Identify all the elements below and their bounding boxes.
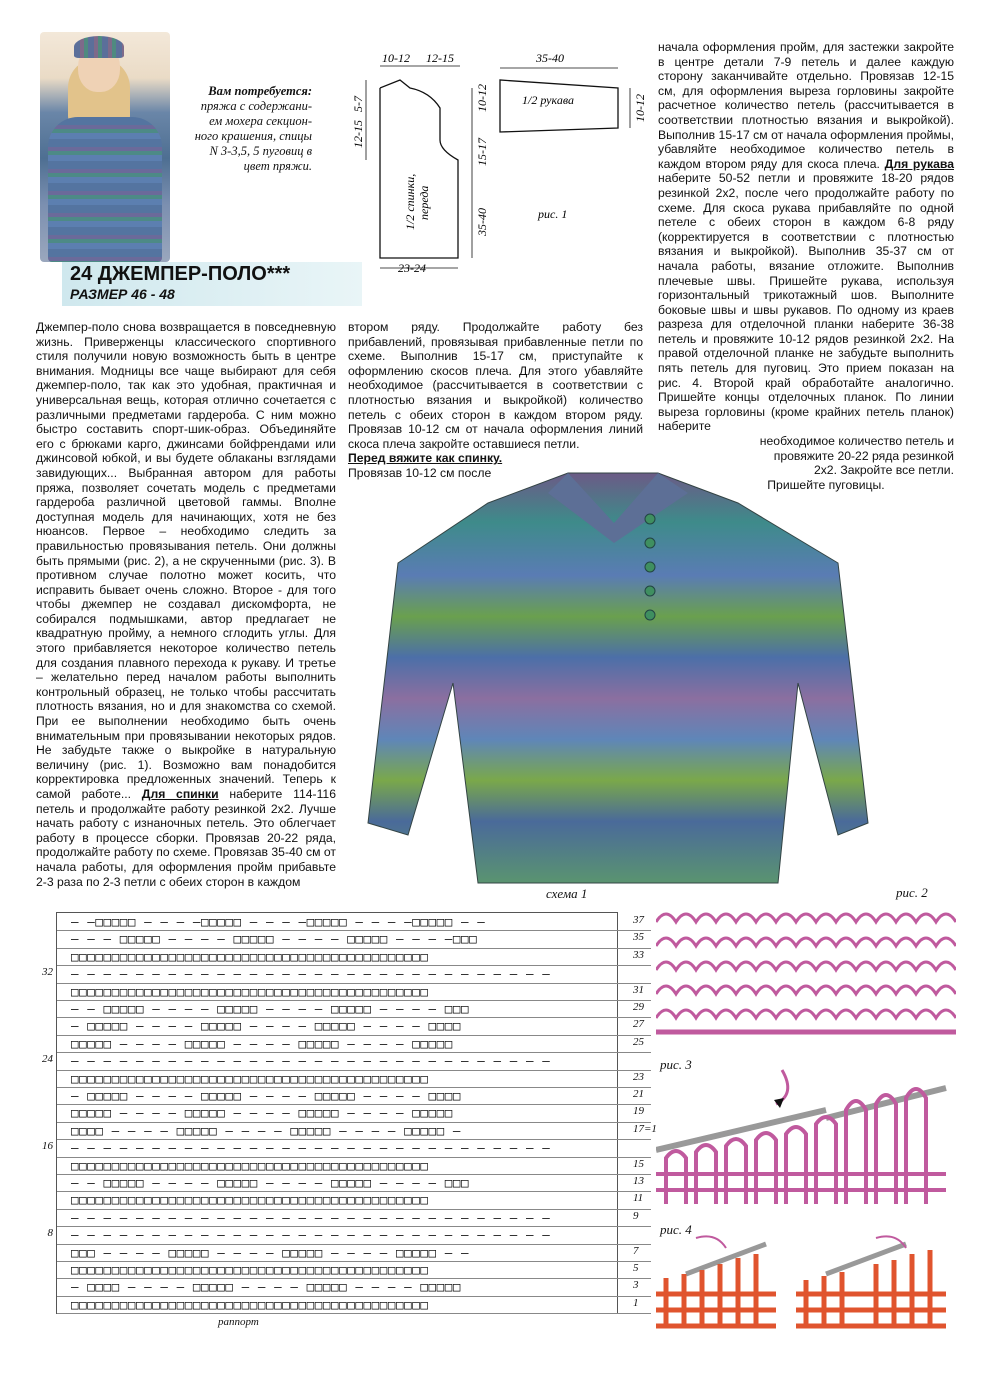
chart-row-pattern: □□□□□ – – – – □□□□□ – – – – □□□□□ – – – – □□□□□ [71,1035,453,1051]
materials-line: пряжа с содержани- [200,99,312,113]
figure-1-caption: рис. 1 [538,207,568,221]
chart-row [57,1000,651,1018]
chart-row [42,965,651,983]
chart-row [42,1052,651,1070]
chart-row-pattern: – – – – – – – – – – – – – – – – – – – – – – – – – – – – – – [71,1140,551,1156]
chart-row [57,1035,651,1053]
chart-row-pattern: – – – □□□□□ – – – – □□□□□ – – – – □□□□□ – – – –□□□ [71,931,478,947]
chart-row-pattern: □□□□□□□□□□□□□□□□□□□□□□□□□□□□□□□□□□□□□□□□□□□□ [71,1157,429,1173]
figure-4-caption: рис. 4 [660,1222,692,1237]
chart-row-right-number: 19 [633,1105,644,1118]
chart-row-right-number: 29 [633,1001,644,1013]
chart-row-right-number: 15 [633,1157,644,1170]
chart-row-right-number: 37 [633,914,644,926]
title-banner [62,262,362,306]
article-col2-text: втором ряду. Продолжайте работу без прибавлений, провязывая прибавленные петли по схеме. Выполнив 15-17 см, приступайте к оформлению скосов плеча. Для этого убавляйте необходимое (рассчитывается в соответствии с плотностью вязания и выкройкой) количество петель с обеих сторон в каждом втором ряду. Провязав 10-12 см от начала оформления линий скоса плеча закройте оставшиеся петли. [348,320,643,451]
chart-row [57,1122,657,1140]
article-col3-b: наберите 50-52 петли и провяжите 18-20 рядов резинкой 2х2, после чего продолжайте работу по схеме. Для скоса рукава прибавляйте по одной петеле с обеих сторон в каждом 6-8 ряду (корректируется в соответствии с плотностью вязания и выкройкой). Выполнив 35-37 см от начала работы, вязание отложите. Выполнив плечевые швы. Пришейте рукава, используя горизонтальный трикотажный шов. Выполните боковые швы и швы рукавов. По одному из краев разреза для отделочной планки наберите 36-38 петель и провяжите 10-12 рядов резинкой 2х2. На правой отделочной планке не забудьте выполнить пять петель для пуговиц. Это прием показан на рис. 4. Второй край обработайте аналогично. Пришейте концы отделочных планок. По линии выреза горловины (кроме крайних петель планок) наберите [658,171,954,434]
knitting-chart [40,912,657,1337]
chart-row-pattern: – – □□□□□ – – – – □□□□□ – – – – □□□□□ – – – – □□□ [71,1175,470,1190]
article-col1-text: Джемпер-поло снова возвращается в повседневную жизнь. Приверженцы классического спортивного стиля получили новую возможность быть в центре внимания. Модницы все чаще выбирают для себя джемпер-поло, так как это удобная, практичная и универсальная вещь, которая отлично сочетается с различными предметами гардероба. С ним можно быстро составить спорт-шик-образ. Объединяйте его с брюками карго, джинсами бойфрендами или джинсовой юбкой, и вы будете облаканы взглядами завидующих... Выбранная автором для работы пряжа, позволяет сочетать модель с предметами гардероба различной цветовой гаммы. Вполне доступная модель для начинающих, хотя не без нюансов. Первое – необходимо следить за правильностью провязывания петель. Они должны быть прямыми (рис. 2), а не скрученными (рис. 3). В противном случае полотно может косить, что исправить бывает очень сложно. Второе - для того чтобы джемпер не создавал дискомфорта, не собирался подмышками, автор предлагает не квадратную пройму, а немного сглодить углы. Для этого прибавляется некоторое количество петель для создания плавного перехода к рукаву. И третье – желательно перед началом работы выполнить контрольный образец, не только чтобы рассчитать плотность вязания, но и для знакомства со схемой. При ее выполнении необходимо быть очень внимательным при провязывании некоторых рядов. Не забудьте также о выкройке в натуральную величину (рис. 1). Возможно вам понадобится корректировка предложенных значений. Теперь к самой работе... [36,320,336,801]
chart-row-pattern: – – □□□□□ – – – – □□□□□ – – – – □□□□□ – – – – □□□ [71,1001,470,1016]
chart-row [57,1278,651,1296]
chart-row [57,1296,651,1314]
article-column-3 [658,40,954,492]
figure-2-illustration [656,904,956,1042]
chart-row-right-number: 27 [633,1018,644,1031]
chart-row-right-number: 13 [633,1175,644,1187]
materials-line: цвет пряжи. [243,159,312,173]
chart-row-left-number: 32 [42,966,53,979]
chart-row-right-number: 5 [633,1262,639,1274]
article-col1-tail: наберите 114-116 петель и продолжайте работу резинкой 2х2. Лучше начать работу с изнаночных петель. Это облегчает работу в процессе сборки. Провязав 20-22 ряда, продолжайте работу по схеме. Провязав 35-40 см от начала работы, для оформления пройм прибавьте 2-3 раза по 2-3 петли с обеих сторон в каждом [36,787,336,889]
sleeve-dim-top: 35-40 [536,51,564,65]
chart-row-pattern: □□□□□□□□□□□□□□□□□□□□□□□□□□□□□□□□□□□□□□□□□□□□ [71,948,429,964]
dim-left-top: 5-7 [351,96,365,112]
sweater-photo [358,463,880,893]
materials-block [172,84,312,174]
chart-row-pattern: □□□□ – – – – □□□□□ – – – – □□□□□ – – – – □□□□□ – [71,1122,462,1138]
piece-label-2: переда [417,185,431,220]
chart-row-pattern: – – – – – – – – – – – – – – – – – – – – – – – – – – – – – – [71,1209,551,1225]
chart-row-pattern: □□□□□ – – – – □□□□□ – – – – □□□□□ – – – – □□□□□ [71,1105,453,1121]
sleeve-section-label: Для рукава [884,156,954,171]
chart-row-pattern: □□□□□□□□□□□□□□□□□□□□□□□□□□□□□□□□□□□□□□□□□□□□ [71,1070,429,1086]
chart-rows [42,912,657,1314]
chart-row-right-number: 33 [633,948,644,961]
figure-2-caption: рис. 2 [896,885,928,900]
chart-row-pattern: – – – – – – – – – – – – – – – – – – – – – – – – – – – – – – [71,1053,551,1069]
materials-heading: Вам потребуется: [208,84,312,98]
chart-row-pattern: – □□□□□ – – – – □□□□□ – – – – □□□□□ – – – – □□□□ [71,1088,462,1103]
chart-row-right-number: 23 [633,1070,644,1083]
article-col3-d: провяжите 20-22 ряда резинкой [773,448,954,463]
chart-row-left-number: 8 [47,1227,53,1240]
chart-row-pattern: □□□□□□□□□□□□□□□□□□□□□□□□□□□□□□□□□□□□□□□□□□□□ [71,1296,429,1312]
chart-row [57,1191,651,1209]
chart-row-right-number: 11 [633,1192,644,1205]
dim-right-bottom: 35-40 [475,208,489,236]
chart-row-pattern: – – – – – – – – – – – – – – – – – – – – – – – – – – – – – – [71,966,551,982]
chart-row-pattern: – □□□□□ – – – – □□□□□ – – – – □□□□□ – – – – □□□□ [71,1018,462,1034]
chart-row [57,1209,651,1227]
chart-row-left-number: 24 [42,1053,53,1066]
chart-row [57,983,651,1001]
chart-row-right-number: 31 [633,983,644,996]
chart-row-pattern: □□□□□□□□□□□□□□□□□□□□□□□□□□□□□□□□□□□□□□□□□□□□ [71,1192,429,1208]
chart-row-right-number: 35 [633,931,644,944]
article-column-2 [348,320,643,481]
back-section-label: Для спинки [141,787,219,801]
article-col3-e: 2х2. Закройте все петли. [813,463,954,478]
figure-4-illustration [656,1234,956,1332]
article-col3-a: начала оформления пройм, для застежки закройте в центре детали 7-9 петель и далее каждую сторону заканчивайте отдельно. Провязав 12-15 см, для оформления выреза горловины закройте расчетное количество петель (рассчитывается в соответствии плотностью вязания и выкройкой). Выполнив 15-17 см от начала оформления проймы, убавляйте необходимое количество петель в каждом втором ряду для скоса плеча. [658,40,954,171]
chart-row-pattern: □□□ – – – – □□□□□ – – – – □□□□□ – – – – □□□□□ – – [71,1244,470,1260]
chart-row [47,1226,651,1244]
chart-row-right-number: 7 [633,1244,639,1257]
chart-row-right-number: 1 [633,1296,639,1309]
chart-row-pattern: – –□□□□□ – – – –□□□□□ – – – –□□□□□ – – – –□□□□□ – – [71,914,486,929]
chart-row [57,1174,651,1192]
sleeve-label: 1/2 рукава [522,93,574,107]
dim-top-left: 10-12 [382,51,410,65]
chart-row-pattern: □□□□□□□□□□□□□□□□□□□□□□□□□□□□□□□□□□□□□□□□□□□□ [71,1262,429,1277]
figure-3-caption: рис. 3 [660,1057,692,1072]
chart-row-pattern: – – – – – – – – – – – – – – – – – – – – – – – – – – – – – – [71,1227,551,1243]
materials-line: N 3-3,5, 5 пуговиц в [209,144,312,158]
scheme-1-caption: схема 1 [546,886,588,901]
size-label: РАЗМЕР 46 - 48 [70,286,175,302]
chart-row [57,1087,651,1105]
article-col3-c: необходимое количество петель и [759,434,954,449]
model-sweater [48,117,162,262]
materials-line: ем мохера секцион- [209,114,312,128]
dim-right-mid: 15-17 [475,138,489,166]
repeat-label: раппорт [218,1316,259,1328]
chart-row-right-number: 25 [633,1035,644,1048]
chart-row [57,1104,651,1122]
dim-top-mid: 12-15 [426,51,454,65]
article-col3-f: Пришейте пуговицы. [767,477,885,492]
chart-row-right-number: 17=1 [633,1122,657,1135]
materials-line: ного крашения, спицы [194,129,312,143]
chart-row-right-number: 3 [633,1279,639,1292]
pattern-diagram [340,40,660,275]
article-column-1 [36,320,336,889]
chart-row [57,913,651,931]
chart-row-pattern: □□□□□□□□□□□□□□□□□□□□□□□□□□□□□□□□□□□□□□□□□□□□ [71,983,429,999]
chart-row [42,1139,651,1157]
piece-label: 1/2 спинки, [403,173,417,230]
model-photo [40,32,170,262]
model-hat [74,36,124,58]
chart-row-right-number: 21 [633,1088,644,1100]
chart-row [57,1070,651,1088]
chart-row-left-number: 16 [42,1140,53,1153]
dim-left-mid: 12-15 [351,120,365,148]
front-section-label: Перед вяжите как спинку. [348,451,503,466]
chart-row [57,948,651,966]
chart-row-right-number: 9 [633,1209,639,1222]
figure-3-illustration [656,1064,956,1212]
page-title: 24 ДЖЕМПЕР-ПОЛО*** [70,263,291,285]
dim-right-top: 10-12 [475,84,489,112]
chart-row [57,1261,651,1279]
dim-bottom: 23-24 [398,261,426,275]
chart-row [57,1244,651,1262]
sleeve-dim-right: 10-12 [633,94,647,122]
chart-row [57,1157,651,1175]
article-col2-tail: Провязав 10-12 см после [348,465,492,480]
chart-row [57,1017,651,1035]
chart-row-pattern: – □□□□ – – – – □□□□□ – – – – □□□□□ – – – – □□□□□ [71,1279,462,1295]
chart-row [57,930,651,948]
